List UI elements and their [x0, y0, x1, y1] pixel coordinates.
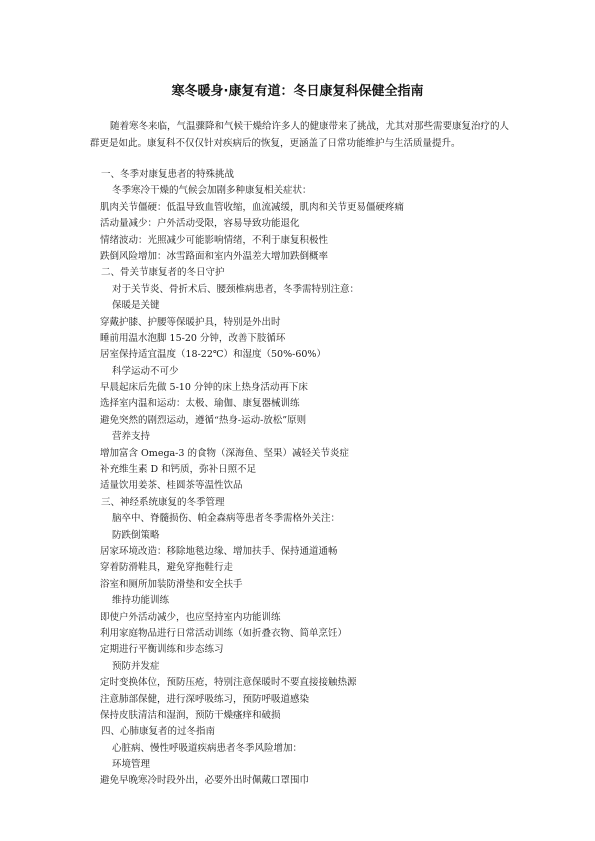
body-line: 补充维生素 D 和钙质，弥补日照不足: [100, 464, 257, 476]
subsection-heading: 冬季寒冷干燥的气候会加剧多种康复相关症状：: [112, 185, 312, 197]
body-line: 避免早晚寒冷时段外出，必要外出时佩戴口罩围巾: [100, 775, 310, 787]
subsection-heading: 心脏病、慢性呼吸道疾病患者冬季风险增加：: [112, 742, 303, 754]
body-line: 选择室内温和运动：太极、瑜伽、康复器械训练: [100, 398, 300, 410]
body-line: 增加富含 Omega-3 的食物（深海鱼、坚果）减轻关节炎症: [100, 447, 349, 459]
section-heading: 二、骨关节康复者的冬日守护: [101, 267, 225, 279]
body-line: 浴室和厕所加装防滑垫和安全扶手: [100, 578, 243, 590]
document-body: [0, 167, 595, 790]
body-line: 居家环境改造：移除地毯边缘、增加扶手、保持通道通畅: [100, 545, 338, 557]
document-title: 寒冬暖身·康复有道：冬日康复科保健全指南: [171, 84, 424, 99]
subsection-heading: 维持功能训练: [112, 595, 170, 607]
subsection-heading: 环境管理: [112, 759, 151, 771]
section-heading: 三、神经系统康复的冬季管理: [101, 496, 225, 508]
body-line: 避免突然的剧烈运动，遵循“热身-运动-放松”原则: [100, 414, 307, 426]
subsection-heading: 脑卒中、脊髓损伤、帕金森病等患者冬季需格外关注：: [112, 513, 341, 525]
body-line: 保持皮肤清洁和湿润，预防干燥瘙痒和破损: [100, 709, 281, 721]
body-line: 早晨起床后先做 5-10 分钟的床上热身活动再下床: [100, 382, 308, 394]
body-line: 注意肺部保健，进行深呼吸练习，预防呼吸道感染: [100, 693, 310, 705]
body-line: 情绪波动：光照减少可能影响情绪，不利于康复积极性: [100, 234, 329, 246]
body-line: 利用家庭物品进行日常活动训练（如折叠衣物、简单烹饪）: [100, 627, 348, 639]
section-heading: 一、冬季对康复患者的特殊挑战: [101, 169, 235, 180]
subsection-heading: 营养支持: [112, 431, 151, 443]
body-line: 适量饮用姜茶、桂圆茶等温性饮品: [100, 480, 243, 492]
subsection-heading: 保暖是关键: [112, 300, 160, 312]
subsection-heading: 科学运动不可少: [112, 365, 179, 377]
body-line: 居室保持适宜温度（18-22℃）和湿度（50%-60%）: [100, 349, 326, 361]
body-line: 定时变换体位，预防压疮，特别注意保暖时不要直接接触热源: [100, 677, 357, 689]
body-line: 穿戴护膝、护腰等保暖护具，特别是外出时: [100, 316, 281, 328]
body-line: 肌肉关节僵硬：低温导致血管收缩，血流减缓，肌肉和关节更易僵硬疼痛: [100, 201, 405, 213]
subsection-heading: 防跌倒策略: [112, 529, 160, 541]
subsection-heading: 对于关节炎、骨折术后、腰颈椎病患者，冬季需特别注意：: [112, 283, 360, 295]
body-line: 睡前用温水泡脚 15-20 分钟，改善下肢循环: [100, 332, 286, 344]
body-line: 即使户外活动减少，也应坚持室内功能训练: [100, 611, 281, 623]
subsection-heading: 预防并发症: [112, 660, 160, 672]
body-line: 跌倒风险增加：冰雪路面和室内外温差大增加跌倒概率: [100, 250, 329, 262]
intro-paragraph: 随着寒冬来临，气温骤降和气候干燥给许多人的健康带来了挑战，尤其对那些需要康复治疗的人群更是如此。康复科不仅仅针对疾病后的恢复，更涵盖了日常功能维护与生活质量提升。: [90, 121, 510, 149]
section-heading: 四、心肺康复者的过冬指南: [101, 726, 216, 738]
body-line: 穿着防滑鞋具，避免穿拖鞋行走: [100, 562, 234, 574]
body-line: 活动量减少：户外活动受限，容易导致功能退化: [100, 218, 300, 230]
body-line: 定期进行平衡训练和步态练习: [100, 644, 224, 656]
